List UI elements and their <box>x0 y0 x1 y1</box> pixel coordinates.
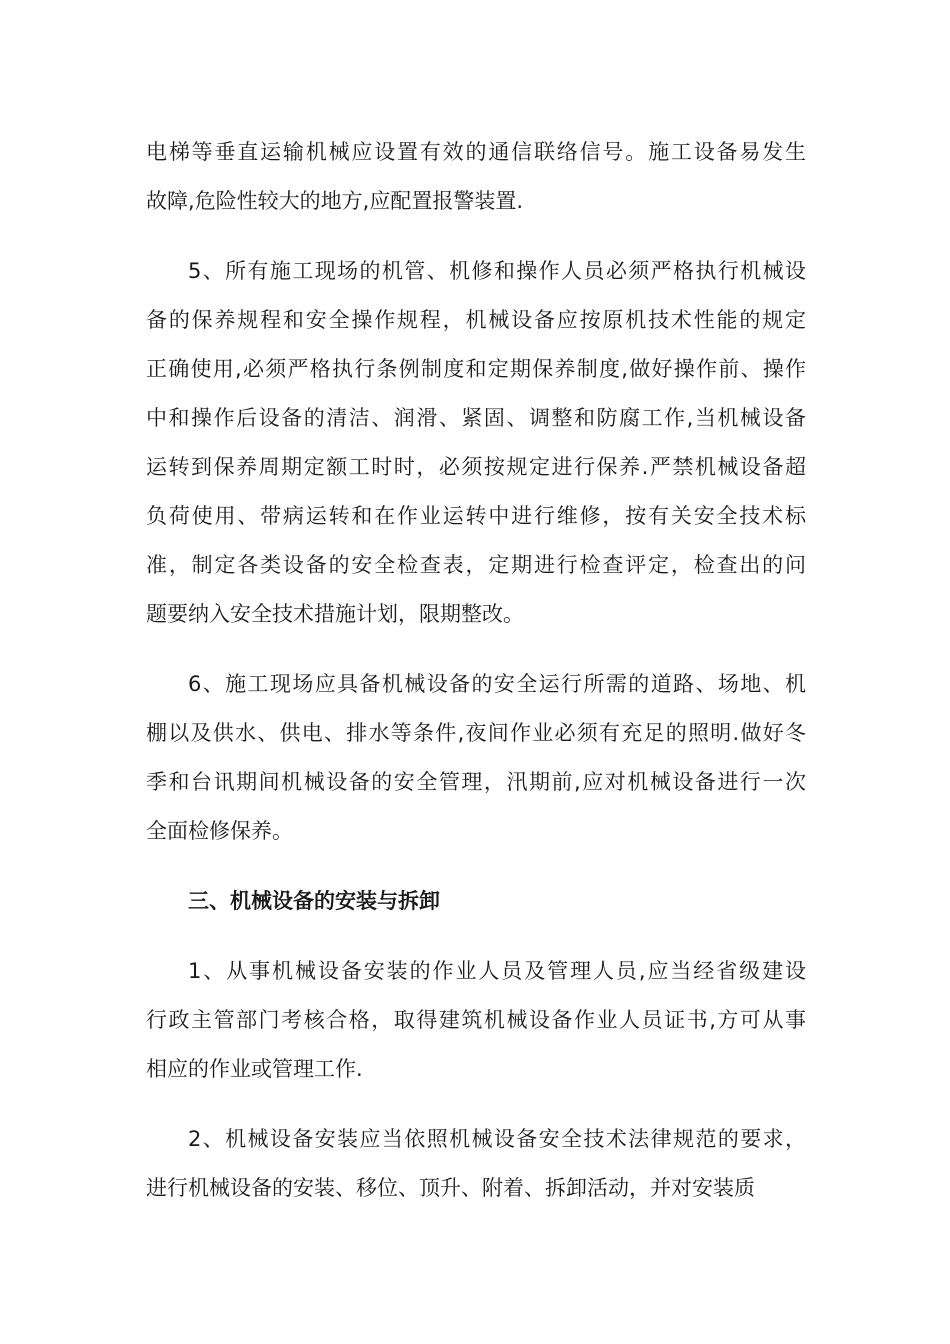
text-line: 相应的作业或管理工作. <box>146 1057 363 1081</box>
text-line: 2、机械设备安装应当依照机械设备安全技术法律规范的要求， <box>188 1127 806 1151</box>
text-line: 备的保养规程和安全操作规程，机械设备应按原机技术性能的规定 <box>146 308 806 332</box>
text-line: 全面检修保养。 <box>146 819 293 843</box>
text-line: 1、从事机械设备安装的作业人员及管理人员,应当经省级建设 <box>188 959 806 983</box>
text-line: 运转到保养周期定额工时时，必须按规定进行保养.严禁机械设备超 <box>146 455 806 479</box>
text-line: 题要纳入安全技术措施计划，限期整改。 <box>146 602 524 626</box>
text-line: 进行机械设备的安装、移位、顶升、附着、拆卸活动，并对安装质 <box>146 1176 755 1200</box>
section-heading <box>146 877 806 926</box>
text-line: 三、机械设备的安装与拆卸 <box>188 889 440 913</box>
document-body <box>146 128 806 1234</box>
paragraph <box>146 1115 806 1213</box>
text-line: 电梯等垂直运输机械应设置有效的通信联络信号。施工设备易发生 <box>146 140 806 164</box>
text-line: 故障,危险性较大的地方,应配置报警装置. <box>146 189 524 213</box>
text-line: 中和操作后设备的清洁、润滑、紧固、调整和防腐工作,当机械设备 <box>146 406 806 430</box>
paragraph <box>146 660 806 856</box>
text-line: 负荷使用、带病运转和在作业运转中进行维修，按有关安全技术标 <box>146 504 806 528</box>
text-line: 6、施工现场应具备机械设备的安全运行所需的道路、场地、机 <box>188 672 806 696</box>
paragraph <box>146 128 806 226</box>
text-line: 棚以及供水、供电、排水等条件,夜间作业必须有充足的照明.做好冬 <box>146 721 806 745</box>
text-line: 正确使用,必须严格执行条例制度和定期保养制度,做好操作前、操作 <box>146 357 806 381</box>
text-line: 准，制定各类设备的安全检查表，定期进行检查评定，检查出的问 <box>146 553 806 577</box>
text-line: 行政主管部门考核合格，取得建筑机械设备作业人员证书,方可从事 <box>146 1008 806 1032</box>
paragraph <box>146 947 806 1094</box>
text-line: 5、所有施工现场的机管、机修和操作人员必须严格执行机械设 <box>188 259 806 283</box>
paragraph <box>146 247 806 639</box>
text-line: 季和台讯期间机械设备的安全管理，汛期前,应对机械设备进行一次 <box>146 770 806 794</box>
